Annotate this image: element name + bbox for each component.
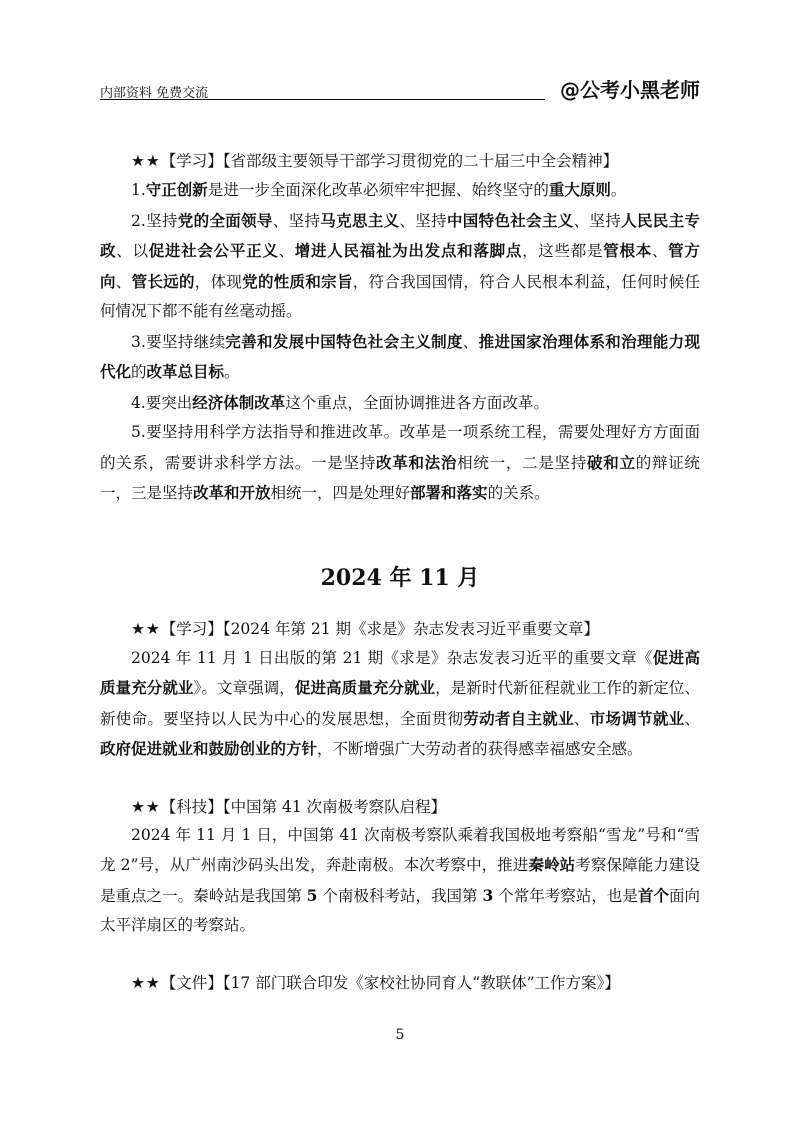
text-run: 面向太平洋扇区的考察站。 (100, 886, 700, 934)
emphasis-text: 破和立 (587, 452, 636, 472)
text-run: 的 (131, 363, 147, 381)
emphasis-text: 党的性质和宗旨 (242, 271, 353, 291)
page-header (100, 72, 700, 102)
star-rating-icon: ★★ (131, 973, 161, 992)
text-run: 个南极科考站，我国第 (317, 886, 483, 905)
item-topic: 【2024 年第 21 期《求是》杂志发表习近平重要文章】 (222, 619, 600, 638)
item-category: 【科技】 (160, 797, 223, 816)
paragraph (100, 643, 700, 765)
text-run: 是进一步全面深化改革必须牢牢把握、始终坚守的 (207, 181, 549, 199)
paragraph (100, 327, 700, 388)
emphasis-text: 5 (306, 885, 318, 905)
text-run: 的关系。 (487, 484, 550, 502)
item-title (100, 615, 700, 643)
text-run: 2.坚持 (131, 211, 178, 230)
item-title (100, 793, 700, 821)
text-run: 的辩证统一，三是坚持 (100, 453, 700, 502)
page-number: 5 (395, 1027, 405, 1043)
text-run: 、以 (116, 242, 149, 260)
emphasis-text: 党的全面领导 (177, 210, 273, 230)
text-run: 4.要突出 (131, 393, 193, 412)
text-run: 3.要坚持继续 (131, 332, 226, 351)
paragraph (100, 206, 700, 327)
text-run: 相统一，二是坚持 (457, 453, 588, 472)
emphasis-text: 经济体制改革 (192, 392, 286, 412)
item-topic: 【17 部门联合印发《家校社协同育人“教联体”工作方案》】 (222, 973, 620, 992)
text-run: 考察保障能力建设是重点之一。秦岭站是我国第 (100, 856, 700, 905)
emphasis-text: 部署和落实 (410, 483, 488, 502)
item-topic: 【省部级主要领导干部学习贯彻党的二十届三中全会精神】 (222, 152, 619, 170)
text-run: 1. (131, 181, 146, 199)
item-category: 【文件】 (160, 973, 223, 992)
text-run: 、坚持 (573, 211, 622, 230)
text-run: 。 (224, 363, 240, 381)
text-run: 、 (278, 242, 295, 260)
paragraph (100, 388, 700, 419)
text-run: 、 (573, 709, 590, 728)
emphasis-text: 劳动者自主就业 (463, 708, 574, 728)
document-body (100, 147, 700, 997)
text-run: ，这些都是 (522, 242, 604, 260)
emphasis-text: 改革总目标 (146, 362, 225, 381)
text-run: 、坚持 (399, 211, 447, 230)
text-run: 5.要坚持用科学方法指导和推进改革。改革是一项系统工程，需要处理好方方面面的关系，需要讲求科学方法。一是坚持 (100, 423, 700, 472)
text-run: 。 (610, 181, 627, 199)
emphasis-text: 管长远的 (131, 271, 195, 291)
emphasis-text: 管根本 (603, 241, 652, 260)
news-item-4 (100, 969, 700, 997)
emphasis-text: 3 (482, 885, 494, 905)
item-title (100, 147, 700, 175)
star-rating-icon: ★★ (131, 152, 161, 170)
section-title: 2024 年 11 月 (320, 564, 480, 591)
item-title (100, 969, 700, 997)
news-item-3 (100, 793, 700, 941)
paragraph (100, 418, 700, 509)
text-run: 个常年考察站，也是 (493, 886, 638, 905)
emphasis-text: 管方向 (100, 241, 700, 291)
emphasis-text: 中国特色社会主义 (446, 210, 574, 230)
text-run: 2024 年 11 月 1 日，中国第 41 次南极考察队乘着我国极地考察船“雪龙”号和“雪龙 2”号，从广州南沙码头出发，奔赴南极。本次考察中，推进 (100, 825, 700, 874)
emphasis-text: 完善和发展中国特色社会主义制度 (225, 331, 463, 351)
item-category: 【学习】 (160, 619, 223, 638)
emphasis-text: 政府促进就业和鼓励创业的方针 (100, 739, 318, 758)
news-item-1 (100, 147, 700, 509)
text-run: ，符合我国国情，符合人民根本利益，任何时候任何情况下都不能有丝毫动摇。 (100, 272, 700, 320)
text-run: ，不断增强广大劳动者的获得感幸福感安全感。 (317, 740, 643, 758)
text-run: 、 (462, 332, 479, 351)
item-category: 【学习】 (160, 152, 223, 170)
text-run: ，体现 (194, 272, 243, 291)
emphasis-text: 促进高质量充分就业 (100, 647, 700, 697)
star-rating-icon: ★★ (131, 619, 161, 638)
text-run: 》。文章强调， (193, 679, 295, 697)
emphasis-text: 改革和开放 (193, 483, 271, 502)
emphasis-text: 首个 (637, 885, 669, 905)
text-run: 、坚持 (272, 211, 321, 230)
text-run: 相统一，四是处理好 (270, 484, 411, 502)
paragraph (100, 175, 700, 206)
header-rule (100, 99, 545, 100)
emphasis-text: 守正创新 (145, 180, 208, 199)
text-run: 2024 年 11 月 1 日出版的第 21 期《求是》杂志发表习近平的重要文章《 (131, 648, 653, 667)
emphasis-text: 人民民主专政 (100, 210, 700, 260)
paragraph (100, 821, 700, 941)
emphasis-text: 推进国家治理体系和治理能力现代化 (100, 331, 700, 381)
text-run: 、 (115, 272, 132, 291)
text-run: 、 (651, 242, 669, 260)
star-rating-icon: ★★ (131, 797, 161, 816)
emphasis-text: 促进高质量充分就业 (294, 678, 436, 697)
emphasis-text: 重大原则 (548, 180, 611, 199)
emphasis-text: 改革和法治 (375, 452, 458, 472)
news-item-2 (100, 615, 700, 765)
text-run: ，是新时代新征程就业工作的新定位、新使命。要坚持以人民为中心的发展思想，全面贯彻 (100, 679, 700, 728)
emphasis-text: 马克思主义 (320, 210, 400, 230)
emphasis-text: 增进人民福祉为出发点和落脚点 (294, 241, 523, 260)
emphasis-text: 秦岭站 (528, 855, 576, 874)
text-run: 这个重点，全面协调推进各方面改革。 (285, 393, 549, 412)
header-author: @公考小黑老师 (560, 78, 700, 102)
header-left-text: 内部资料 免费交流 (100, 86, 209, 101)
emphasis-text: 促进社会公平正义 (148, 241, 279, 260)
text-run: 、 (684, 709, 700, 728)
item-topic: 【中国第 41 次南极考察队启程】 (222, 797, 447, 816)
emphasis-text: 市场调节就业 (589, 708, 685, 728)
